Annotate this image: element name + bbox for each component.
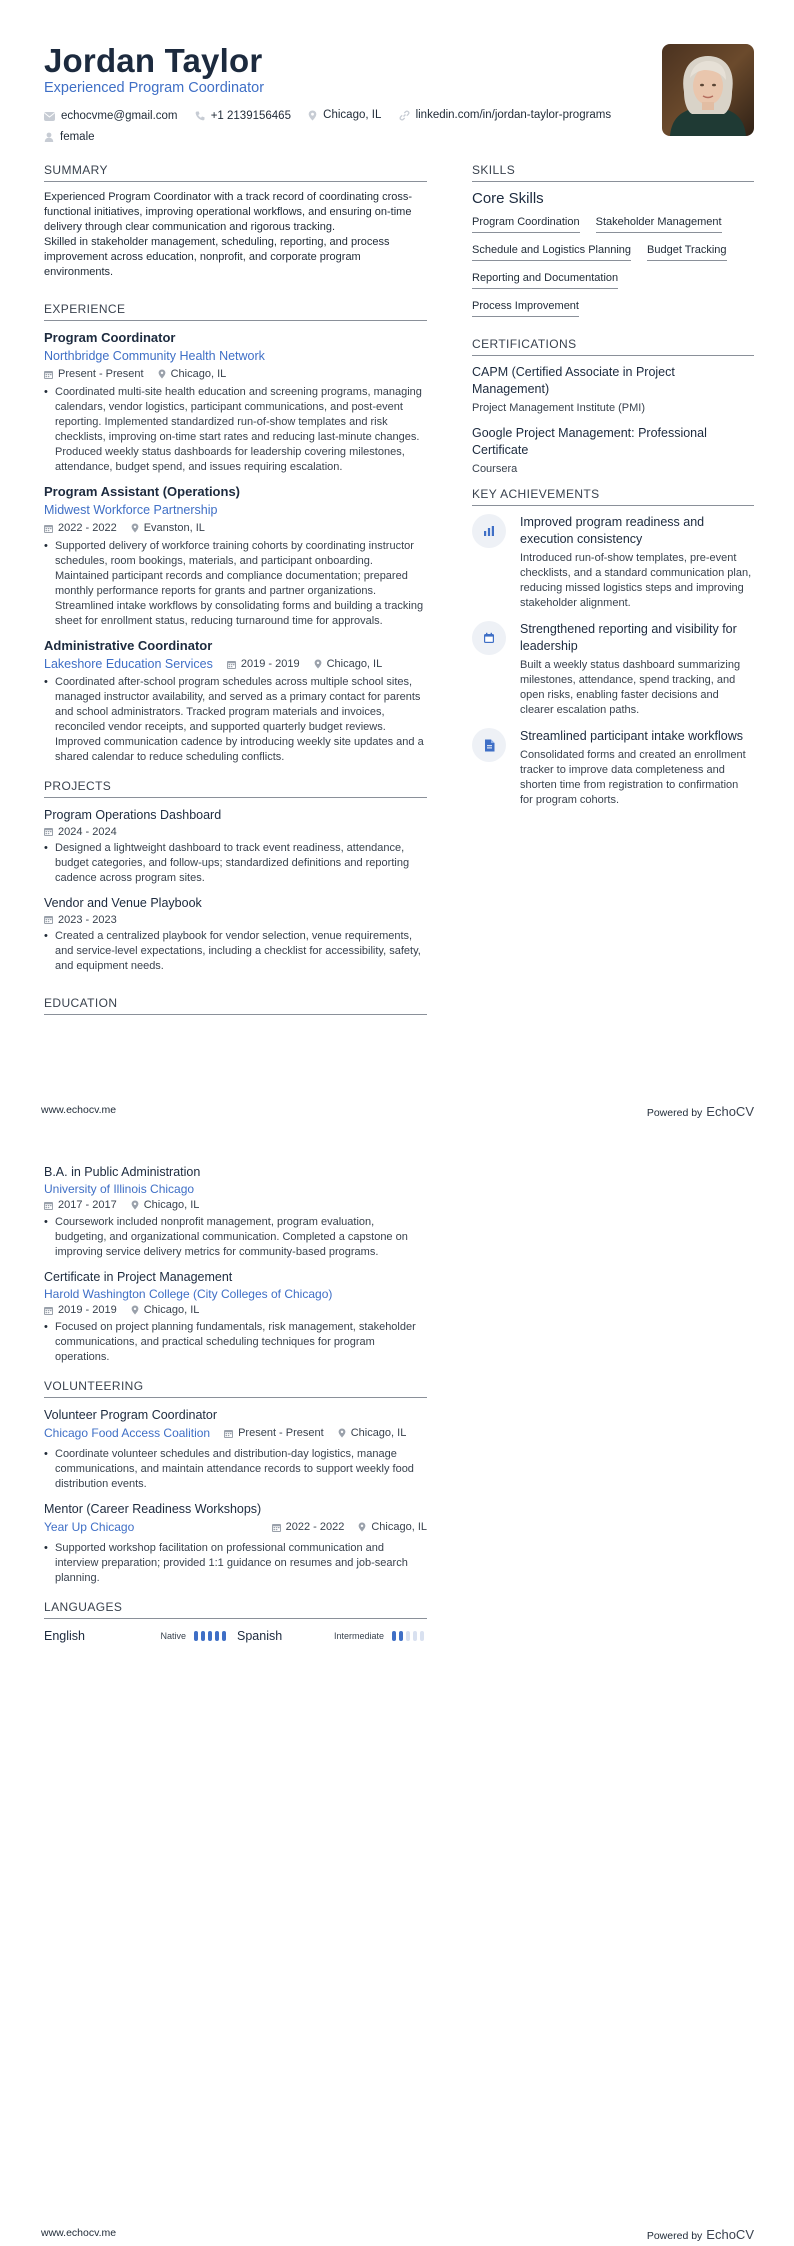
experience-heading: EXPERIENCE [44,302,427,321]
location-icon [338,1428,346,1438]
calendar-icon [44,827,53,836]
language-level: Native [160,1631,186,1641]
language-item [237,1629,427,1643]
location-icon [131,523,139,533]
skill-tag: Budget Tracking [647,241,727,261]
footer-powered-by: Powered by EchoCV [646,1104,754,1119]
job-dates: 2022 - 2022 [44,522,117,534]
bar-chart-icon [472,514,506,548]
achievements-section [472,487,754,808]
proficiency-dot [420,1631,424,1641]
certification-name: Google Project Management: Professional Certificate [472,426,707,457]
contact-location: Chicago, IL [308,108,381,122]
calendar-icon [224,1429,233,1438]
left-column [44,1163,427,1645]
education-description: • Focused on project planning fundamentals, risk management, stakeholder communications, and practical scheduling techniques for program operations. [44,1320,427,1365]
achievements-heading: KEY ACHIEVEMENTS [472,487,754,506]
volunteering-item [44,1500,427,1586]
education-school: University of Illinois Chicago [44,1182,195,1196]
contact-linkedin[interactable]: linkedin.com/in/jordan-taylor-programs [399,108,612,122]
job-dates: Present - Present [44,368,144,380]
volunteer-location: Chicago, IL [358,1521,427,1533]
certification-item [472,425,754,477]
volunteer-description: • Coordinate volunteer schedules and distribution-day logistics, manage communications, and maintain attendance records to support weekly food distribution events. [44,1447,427,1492]
experience-item [44,483,427,629]
location-icon [308,110,317,121]
project-name: Vendor and Venue Playbook [44,896,202,910]
job-location: Evanston, IL [131,522,205,534]
job-company: Northbridge Community Health Network [44,349,265,363]
job-description: • Supported delivery of workforce training cohorts by coordinating instructor schedules, room bookings, materials, and participant onboarding. Maintained participant records and compliance documentation; prepared monthly performance reports for grants and partner organizations. Streamlined intake workflows by consolidating forms and building a tracking sheet for enrollment status, reducing turnaround time for approvals. [44,539,427,629]
education-meta [44,1302,427,1318]
job-location: Chicago, IL [158,368,227,380]
job-meta [44,655,427,673]
job-company: Midwest Workforce Partnership [44,503,218,517]
education-degree: Certificate in Project Management [44,1270,233,1284]
volunteer-meta [44,1518,427,1536]
location-icon [314,659,322,669]
skill-tag: Schedule and Logistics Planning [472,241,631,261]
project-dates: 2024 - 2024 [44,826,117,838]
project-dates: 2023 - 2023 [44,914,117,926]
location-icon [131,1200,139,1210]
link-icon [399,110,410,121]
achievement-description: Consolidated forms and created an enrollment tracker to improve data completeness and shorten time from registration to confirmation for program cohorts. [520,749,746,806]
achievement-title: Strengthened reporting and visibility for leadership [520,622,737,653]
skill-tag: Program Coordination [472,213,580,233]
volunteer-dates: Present - Present [224,1427,324,1439]
contact-email[interactable]: echocvme@gmail.com [44,109,178,123]
proficiency-dot [406,1631,410,1641]
skills-group-title: Core Skills [472,190,544,207]
project-item [44,894,427,974]
document-icon [472,728,506,762]
summary-heading: SUMMARY [44,163,427,182]
languages-list [44,1627,427,1645]
left-column [44,163,427,1023]
education-section [44,996,427,1015]
skills-heading: SKILLS [472,163,754,182]
languages-section [44,1600,427,1645]
volunteering-item [44,1406,427,1492]
job-meta [44,365,427,383]
resume-page-2 [0,1123,794,2246]
achievement-item [472,514,754,611]
education-section-continued [44,1163,427,1365]
project-description: • Designed a lightweight dashboard to track event readiness, attendance, budget categories, and follow-ups; standardized definitions and reporting cadence across program sites. [44,841,427,886]
language-level: Intermediate [333,1631,384,1641]
education-item [44,1268,427,1365]
education-item [44,1163,427,1260]
calendar-icon [44,1306,53,1315]
skills-list [472,213,754,325]
footer-website[interactable]: www.echocv.me [41,2227,117,2239]
certifications-section [472,337,754,477]
footer-website[interactable]: www.echocv.me [41,1104,117,1116]
proficiency-dot [222,1631,226,1641]
education-dates: 2019 - 2019 [44,1304,117,1316]
contact-info [44,108,644,151]
projects-heading: PROJECTS [44,779,427,798]
education-heading: EDUCATION [44,996,427,1015]
language-name: Spanish [237,1629,283,1643]
calendar-icon [44,524,53,533]
language-proficiency-dots [392,1631,427,1641]
calendar-icon [44,915,53,924]
education-dates: 2017 - 2017 [44,1199,117,1211]
contact-gender: female [44,130,95,144]
profile-photo [662,44,754,136]
volunteering-section [44,1379,427,1586]
education-location: Chicago, IL [131,1199,200,1211]
education-location: Chicago, IL [131,1304,200,1316]
proficiency-dot [413,1631,417,1641]
summary-section [44,163,427,280]
project-meta [44,824,427,839]
education-degree: B.A. in Public Administration [44,1165,201,1179]
project-description: • Created a centralized playbook for vendor selection, venue requirements, and service-level expectations, including a checklist for accessibility, safety, and equipment needs. [44,929,427,974]
candidate-name: Jordan Taylor [44,42,263,79]
language-name: English [44,1629,85,1643]
job-description: • Coordinated multi-site health education and screening programs, managing calendars, vendor logistics, participant communications, and post-event reporting. Implemented standardized run-of-show templates and risk checklists, improving on-time start rates and reducing last-minute changes. Produced weekly status dashboards for leadership covering milestones, attendance, budget spend, and issues requiring escalation. [44,385,427,475]
contact-phone[interactable]: +1 2139156465 [195,109,291,123]
achievement-description: Built a weekly status dashboard summarizing milestones, attendance, spend tracking, and open risks, enabling faster decisions and clearer escalation paths. [520,659,741,716]
education-meta [44,1197,427,1213]
calendar-icon [44,370,53,379]
achievement-description: Introduced run-of-show templates, pre-event checklists, and a standard communication plan, reducing missed logistics steps and improving stakeholder alignment. [520,552,752,609]
job-meta [44,519,427,537]
job-dates: 2019 - 2019 [227,658,300,670]
footer-brand[interactable]: EchoCV [706,1104,754,1119]
certification-issuer: Project Management Institute (PMI) [472,402,646,414]
proficiency-dot [208,1631,212,1641]
projects-section [44,779,427,974]
summary-paragraph: Skilled in stakeholder management, scheduling, reporting, and process improvement across education, nonprofit, and corporate program environments. [44,236,390,278]
person-icon [44,132,54,142]
skill-tag: Process Improvement [472,297,579,317]
certification-name: CAPM (Certified Associate in Project Management) [472,365,675,396]
skills-section [472,163,754,325]
skill-tag: Stakeholder Management [596,213,722,233]
calendar-icon [227,660,236,669]
volunteer-description: • Supported workshop facilitation on professional communication and interview preparation; provided 1:1 guidance on resumes and job-search planning. [44,1541,427,1586]
education-school: Harold Washington College (City Colleges of Chicago) [44,1287,333,1301]
achievement-title: Streamlined participant intake workflows [520,729,744,743]
job-location: Chicago, IL [314,658,383,670]
education-description: • Coursework included nonprofit management, program evaluation, budgeting, and organizational communication. Completed a capstone on improving service delivery metrics for community-based programs. [44,1215,427,1260]
volunteer-org: Chicago Food Access Coalition [44,1426,211,1440]
project-meta [44,912,427,927]
certification-issuer: Coursera [472,463,518,475]
calendar-icon [472,621,506,655]
volunteer-org: Year Up Chicago [44,1520,135,1534]
achievement-item [472,621,754,718]
volunteer-meta [44,1424,427,1442]
job-role: Program Assistant (Operations) [44,484,241,499]
email-icon [44,112,55,121]
phone-icon [195,111,205,121]
summary-paragraph: Experienced Program Coordinator with a track record of coordinating cross-functional initiatives, improving operational workflows, and ensuring on-time delivery through clear communication and rigorous tracking. [44,191,413,233]
job-company: Lakeshore Education Services [44,657,213,671]
project-name: Program Operations Dashboard [44,808,222,822]
volunteering-heading: VOLUNTEERING [44,1379,427,1398]
location-icon [158,369,166,379]
proficiency-dot [194,1631,198,1641]
language-item [44,1629,229,1643]
footer-brand[interactable]: EchoCV [706,2227,754,2242]
job-description: • Coordinated after-school program schedules across multiple school sites, managed instructor availability, and served as a primary contact for parents and school administrators. Tracked program materials and invoices, reconciled vendor receipts, and supported quarterly budget reviews. Improved communication cadence by introducing weekly site updates and a shared calendar to reduce scheduling conflicts. [44,675,427,765]
volunteer-location: Chicago, IL [338,1427,407,1439]
proficiency-dot [201,1631,205,1641]
volunteer-role: Volunteer Program Coordinator [44,1408,218,1422]
location-icon [358,1522,366,1532]
volunteer-role: Mentor (Career Readiness Workshops) [44,1502,262,1516]
experience-item [44,637,427,765]
location-icon [131,1305,139,1315]
certifications-heading: CERTIFICATIONS [472,337,754,356]
experience-section [44,302,427,765]
proficiency-dot [215,1631,219,1641]
volunteer-dates: 2022 - 2022 [272,1521,345,1533]
languages-heading: LANGUAGES [44,1600,427,1619]
job-role: Program Coordinator [44,330,176,345]
proficiency-dot [392,1631,396,1641]
achievement-item [472,728,754,808]
calendar-icon [44,1201,53,1210]
skill-tag: Reporting and Documentation [472,269,618,289]
proficiency-dot [399,1631,403,1641]
footer-powered-by: Powered by EchoCV [646,2227,754,2242]
achievement-title: Improved program readiness and execution consistency [520,515,705,546]
project-item [44,806,427,886]
candidate-title: Experienced Program Coordinator [44,80,265,96]
language-proficiency-dots [194,1631,229,1641]
right-column [472,163,754,818]
calendar-icon [272,1523,281,1532]
certification-item [472,364,754,416]
job-role: Administrative Coordinator [44,638,213,653]
experience-item [44,329,427,475]
